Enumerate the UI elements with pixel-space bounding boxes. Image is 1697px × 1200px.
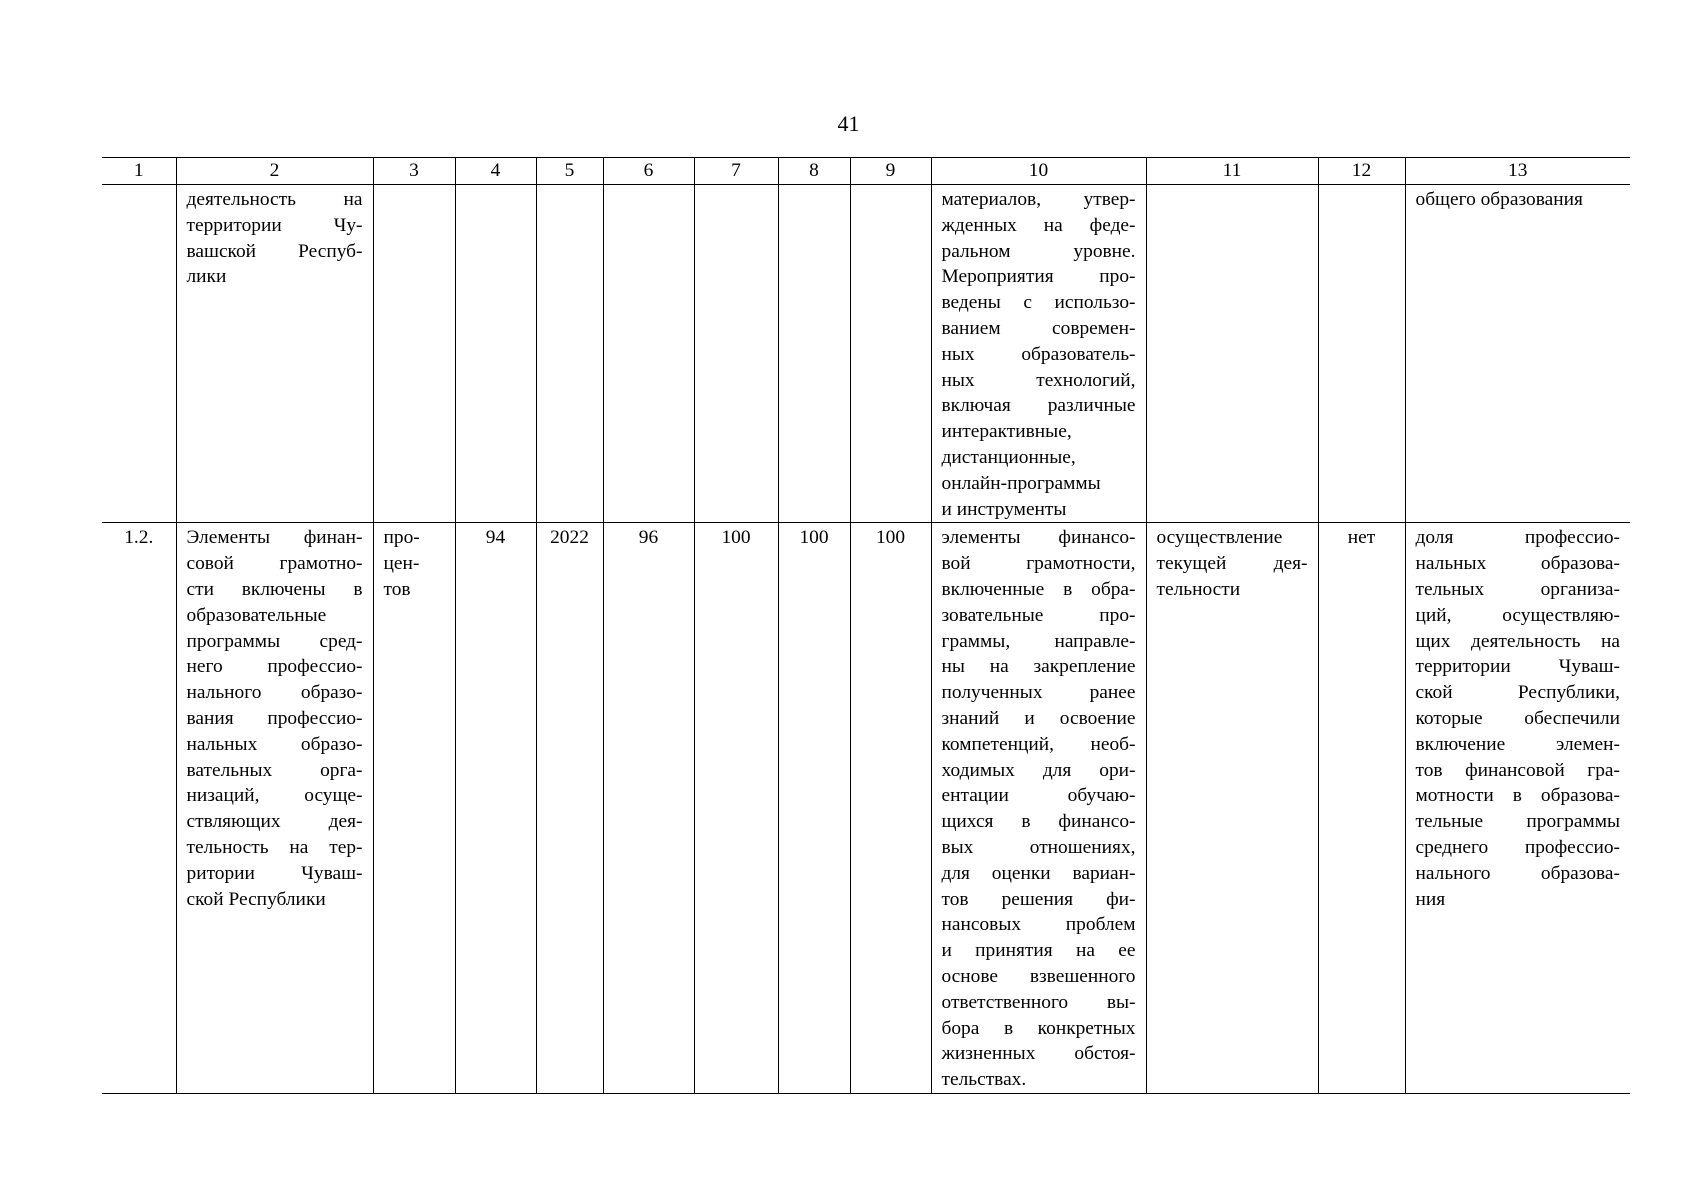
cell-text-line: тов финансовой гра- bbox=[1415, 759, 1620, 781]
cell-text-line: граммы, направле- bbox=[941, 630, 1136, 652]
header-col-5: 5 bbox=[536, 158, 603, 185]
header-col-7: 7 bbox=[694, 158, 778, 185]
cell-text-line: ской Республики bbox=[186, 888, 326, 910]
cell-text-line: среднего профессио- bbox=[1415, 836, 1620, 858]
cell-text-line: вой грамотности, bbox=[941, 553, 1136, 575]
cell-text-line: знаний и освоение bbox=[941, 707, 1136, 729]
cell-text-line: тельные программы bbox=[1415, 811, 1620, 833]
cell-text-line: для оценки вариан- bbox=[941, 862, 1136, 884]
cell-text-line: основе взвешенного bbox=[941, 965, 1136, 987]
cell-indicator-name bbox=[176, 523, 373, 1094]
cell-text-line: включая различные bbox=[941, 395, 1136, 417]
cell-text-line: лики bbox=[186, 266, 227, 288]
cell-unit bbox=[373, 523, 455, 1094]
cell-baseline-value bbox=[455, 185, 536, 523]
cell-text-line: ентации обучаю- bbox=[941, 785, 1136, 807]
cell-text-line: тов решения фи- bbox=[941, 888, 1136, 910]
cell-text-line: Элементы финан- bbox=[186, 527, 363, 549]
cell-text-line: тов bbox=[383, 578, 411, 600]
cell-text-line: ных технологий, bbox=[941, 369, 1136, 391]
cell-text-line: ций, осуществляю- bbox=[1415, 604, 1620, 626]
header-col-1: 1 bbox=[102, 158, 176, 185]
cell-text-line: ны на закрепление bbox=[941, 656, 1136, 678]
header-col-12: 12 bbox=[1318, 158, 1405, 185]
header-col-2: 2 bbox=[176, 158, 373, 185]
cell-value-col-7 bbox=[694, 185, 778, 523]
cell-implementation bbox=[1146, 185, 1318, 523]
cell-text-line: вых отношениях, bbox=[941, 836, 1136, 858]
indicators-table bbox=[102, 157, 1630, 1094]
cell-baseline-year: 2022 bbox=[536, 523, 603, 1094]
cell-text-line: ния bbox=[1415, 888, 1446, 910]
cell-text-line: и инструменты bbox=[941, 498, 1067, 520]
cell-text-line: образовательные bbox=[186, 604, 327, 626]
cell-text-line: нальных образова- bbox=[1415, 553, 1620, 575]
cell-description bbox=[931, 523, 1146, 1094]
cell-text-line: нального образова- bbox=[1415, 862, 1620, 884]
cell-text-line: нансовых проблем bbox=[941, 914, 1136, 936]
cell-text-line: ванием современ- bbox=[941, 317, 1136, 339]
cell-text-line: ритории Чуваш- bbox=[186, 862, 363, 884]
header-col-9: 9 bbox=[850, 158, 931, 185]
cell-text-line: ральном уровне. bbox=[941, 240, 1136, 262]
cell-text-line: полученных ранее bbox=[941, 682, 1136, 704]
cell-text-line: включенные в обра- bbox=[941, 578, 1136, 600]
cell-text-line: вания профессио- bbox=[186, 707, 363, 729]
table-row-1-2 bbox=[102, 523, 1630, 1094]
cell-text-line: ходимых для ори- bbox=[941, 759, 1136, 781]
cell-value-col-9 bbox=[850, 185, 931, 523]
cell-value-col-8: 100 bbox=[778, 523, 850, 1094]
cell-indicator-link bbox=[1405, 185, 1630, 523]
cell-text-line: компетенций, необ- bbox=[941, 733, 1136, 755]
header-col-8: 8 bbox=[778, 158, 850, 185]
cell-text-line: и принятия на ее bbox=[941, 940, 1136, 962]
table-row-continuation bbox=[102, 185, 1630, 523]
cell-text-line: мотности в образова- bbox=[1415, 785, 1620, 807]
cell-description bbox=[931, 185, 1146, 523]
cell-text-line: общего образования bbox=[1415, 189, 1583, 210]
cell-implementation bbox=[1146, 523, 1318, 1094]
cell-value-col-6: 96 bbox=[603, 523, 694, 1094]
cell-text-line: него профессио- bbox=[186, 656, 363, 678]
cell-text-line: щих деятельность на bbox=[1415, 630, 1620, 652]
cell-value-col-9: 100 bbox=[850, 523, 931, 1094]
header-col-11: 11 bbox=[1146, 158, 1318, 185]
cell-text-line: тельных организа- bbox=[1415, 578, 1620, 600]
cell-text-line: про- bbox=[383, 527, 420, 549]
header-col-13: 13 bbox=[1405, 158, 1630, 185]
cell-value-col-7: 100 bbox=[694, 523, 778, 1094]
cell-text-line: территории Чуваш- bbox=[1415, 656, 1620, 678]
cell-unit bbox=[373, 185, 455, 523]
cell-text-line: тельность на тер- bbox=[186, 836, 363, 858]
cell-text-line: ской Республики, bbox=[1415, 682, 1620, 704]
cell-text-line: территории Чу- bbox=[186, 214, 363, 236]
cell-text-line: Мероприятия про- bbox=[941, 266, 1136, 288]
cell-col-12 bbox=[1318, 185, 1405, 523]
header-col-10: 10 bbox=[931, 158, 1146, 185]
cell-text-line: элементы финансо- bbox=[941, 527, 1136, 549]
cell-text-line: щихся в финансо- bbox=[941, 811, 1136, 833]
cell-indicator-name bbox=[176, 185, 373, 523]
cell-text-line: жденных на феде- bbox=[941, 214, 1136, 236]
cell-value-col-6 bbox=[603, 185, 694, 523]
cell-text-line: дистанционные, bbox=[941, 446, 1076, 468]
header-row bbox=[102, 158, 1630, 185]
cell-text-line: тельствах. bbox=[941, 1069, 1027, 1091]
cell-text-line: которые обеспечили bbox=[1415, 707, 1620, 729]
cell-text-line: совой грамотно- bbox=[186, 553, 363, 575]
cell-text-line: онлайн-программы bbox=[941, 472, 1101, 494]
cell-text-line: ведены с использо- bbox=[941, 292, 1136, 314]
cell-number: 1.2. bbox=[102, 523, 176, 1094]
cell-col-12: нет bbox=[1318, 523, 1405, 1094]
cell-text-line: программы сред- bbox=[186, 630, 363, 652]
cell-text-line: тельности bbox=[1156, 578, 1241, 600]
cell-baseline-year bbox=[536, 185, 603, 523]
cell-text-line: жизненных обстоя- bbox=[941, 1043, 1136, 1065]
cell-text-line: вашской Респуб- bbox=[186, 240, 363, 262]
cell-baseline-value: 94 bbox=[455, 523, 536, 1094]
cell-number bbox=[102, 185, 176, 523]
cell-text-line: ных образователь- bbox=[941, 343, 1136, 365]
cell-value-col-8 bbox=[778, 185, 850, 523]
cell-text-line: деятельность на bbox=[186, 189, 363, 210]
cell-text-line: включение элемен- bbox=[1415, 733, 1620, 755]
cell-text-line: зовательные про- bbox=[941, 604, 1136, 626]
cell-text-line: доля профессио- bbox=[1415, 527, 1620, 549]
page-number: 41 bbox=[837, 111, 860, 136]
cell-text-line: цен- bbox=[383, 553, 420, 575]
cell-text-line: низаций, осуще- bbox=[186, 785, 363, 807]
cell-text-line: ствляющих дея- bbox=[186, 811, 363, 833]
cell-text-line: ответственного вы- bbox=[941, 991, 1136, 1013]
cell-text-line: интерактивные, bbox=[941, 421, 1072, 443]
cell-text-line: бора в конкретных bbox=[941, 1017, 1136, 1039]
cell-text-line: осуществление bbox=[1156, 527, 1283, 549]
cell-text-line: сти включены в bbox=[186, 578, 363, 600]
cell-text-line: текущей дея- bbox=[1156, 553, 1308, 575]
cell-text-line: вательных орга- bbox=[186, 759, 363, 781]
header-col-6: 6 bbox=[603, 158, 694, 185]
header-col-3: 3 bbox=[373, 158, 455, 185]
header-col-4: 4 bbox=[455, 158, 536, 185]
cell-text-line: нального образо- bbox=[186, 682, 363, 704]
cell-text-line: нальных образо- bbox=[186, 733, 363, 755]
cell-indicator-link bbox=[1405, 523, 1630, 1094]
cell-text-line: материалов, утвер- bbox=[941, 189, 1136, 210]
